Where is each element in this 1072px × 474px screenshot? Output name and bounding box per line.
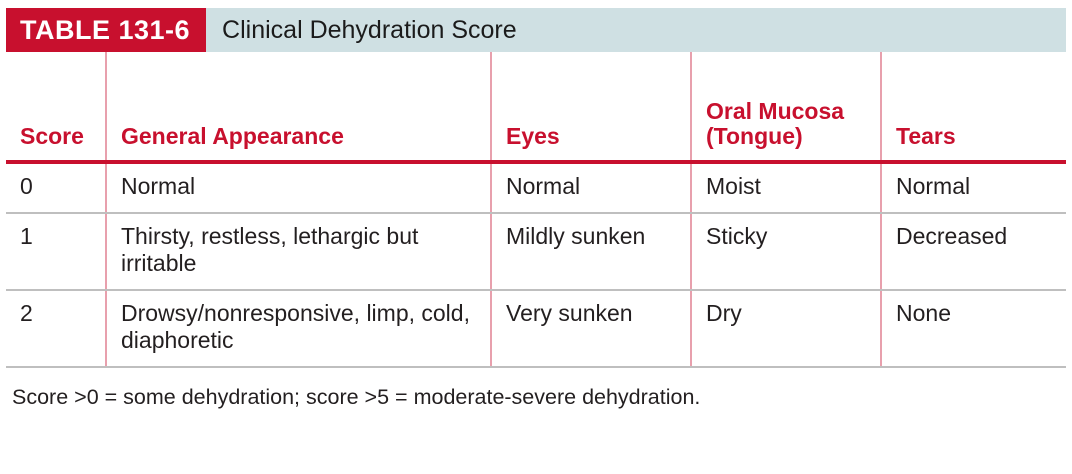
cell-tears: Normal — [881, 162, 1066, 213]
column-header-oral-mucosa — [691, 52, 881, 162]
table-title-bar — [6, 8, 1066, 52]
cell-eyes: Mildly sunken — [491, 213, 691, 290]
cell-score: 2 — [6, 290, 106, 367]
cell-general-appearance: Normal — [106, 162, 491, 213]
table-container — [6, 0, 1066, 411]
cell-oral-mucosa: Dry — [691, 290, 881, 367]
cell-tears: Decreased — [881, 213, 1066, 290]
cell-general-appearance: Drowsy/nonresponsive, limp, cold, diaphoretic — [106, 290, 491, 367]
table-footnote: Score >0 = some dehydration; score >5 = moderate-severe dehydration. — [12, 384, 701, 409]
cell-eyes: Normal — [491, 162, 691, 213]
table-header-row — [6, 52, 1066, 162]
table-header — [6, 52, 1066, 162]
clinical-dehydration-score-table — [6, 52, 1066, 368]
column-header-general-appearance-line1: General Appearance — [121, 123, 344, 150]
column-header-tears-line1: Tears — [896, 123, 956, 150]
cell-general-appearance: Thirsty, restless, lethargic but irritable — [106, 213, 491, 290]
table-body — [6, 162, 1066, 367]
column-header-eyes-line1: Eyes — [506, 123, 560, 150]
table-row — [6, 290, 1066, 367]
column-header-general-appearance — [106, 52, 491, 162]
column-header-eyes — [491, 52, 691, 162]
table-row — [6, 162, 1066, 213]
column-header-score — [6, 52, 106, 162]
column-header-oral-mucosa-line1: Oral Mucosa — [706, 97, 845, 124]
table-number-tag: TABLE 131-6 — [6, 8, 206, 52]
column-header-score-line1: Score — [20, 123, 84, 150]
column-header-tears — [881, 52, 1066, 162]
cell-score: 0 — [6, 162, 106, 213]
cell-tears: None — [881, 290, 1066, 367]
table-row — [6, 213, 1066, 290]
cell-oral-mucosa: Sticky — [691, 213, 881, 290]
cell-oral-mucosa: Moist — [691, 162, 881, 213]
cell-eyes: Very sunken — [491, 290, 691, 367]
cell-score: 1 — [6, 213, 106, 290]
column-header-oral-mucosa-line2: (Tongue) — [706, 123, 803, 150]
table-title-text: Clinical Dehydration Score — [222, 15, 517, 44]
